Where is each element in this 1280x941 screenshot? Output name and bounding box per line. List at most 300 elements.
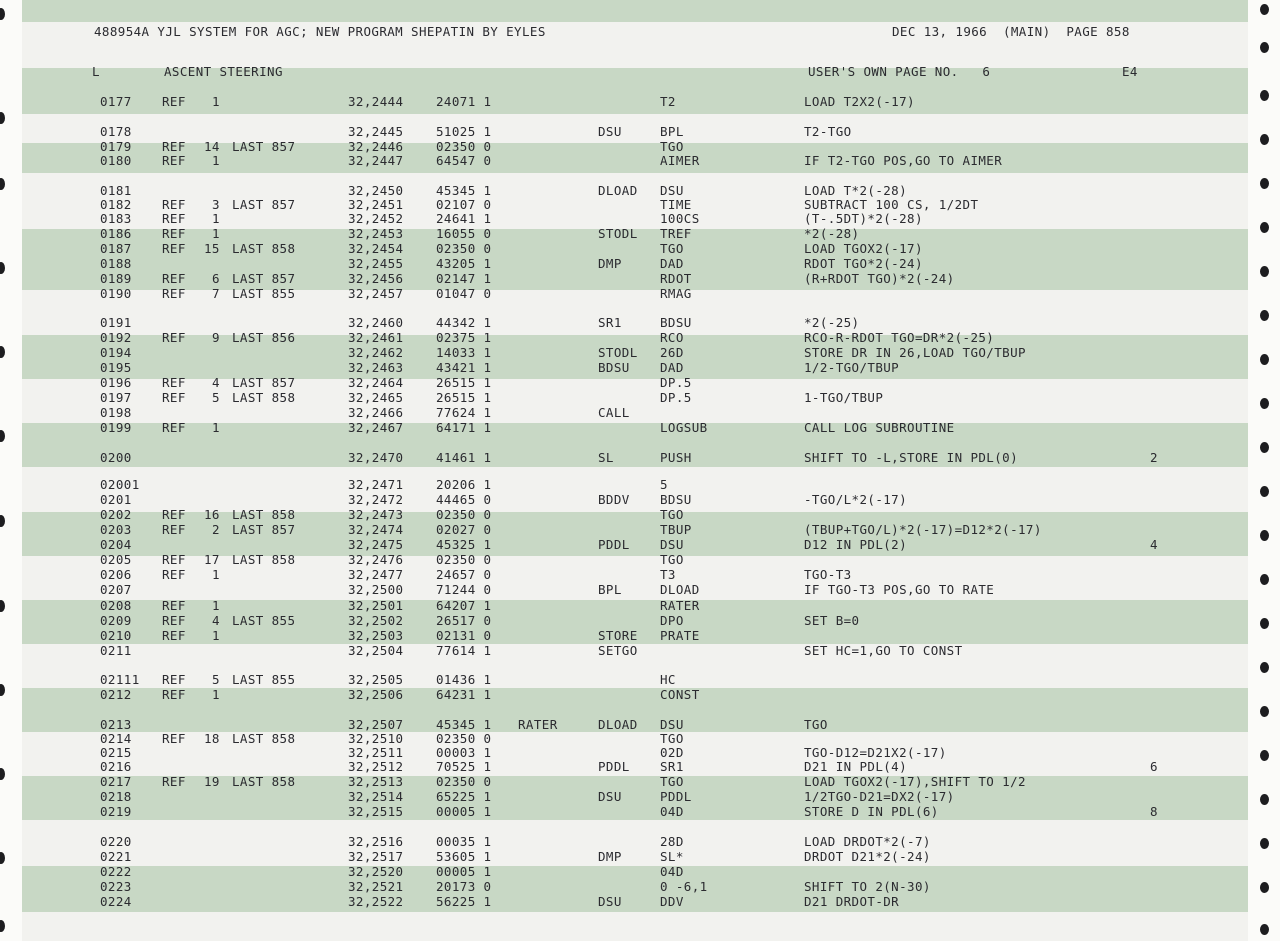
octal-word: 02131 0 [436, 628, 492, 643]
operand: BDSU [660, 492, 692, 507]
ref-number: 7 [212, 286, 220, 301]
operand: 04D [660, 804, 684, 819]
comment: *2(-28) [804, 226, 860, 241]
address: 32,2460 [348, 315, 404, 330]
octal-word: 64231 1 [436, 687, 492, 702]
octal-word: 71244 0 [436, 582, 492, 597]
ref-keyword: REF [162, 330, 186, 345]
comment: CALL LOG SUBROUTINE [804, 420, 955, 435]
perforation-hole [0, 515, 5, 527]
octal-word: 02350 0 [436, 507, 492, 522]
comment: SHIFT TO -L,STORE IN PDL(0) [804, 450, 1018, 465]
operand: PUSH [660, 450, 692, 465]
address: 32,2476 [348, 552, 404, 567]
pushdown-note: 4 [1150, 537, 1158, 552]
comment: LOAD TGOX2(-17),SHIFT TO 1/2 [804, 774, 1026, 789]
comment: SUBTRACT 100 CS, 1/2DT [804, 197, 979, 212]
address: 32,2501 [348, 598, 404, 613]
perforation-hole [0, 600, 5, 612]
ref-last-page: LAST 855 [232, 672, 296, 687]
perforation-hole [1260, 42, 1269, 53]
octal-word: 24657 0 [436, 567, 492, 582]
address: 32,2470 [348, 450, 404, 465]
operand: T2 [660, 94, 676, 109]
opcode: SETGO [598, 643, 638, 658]
operand: 28D [660, 834, 684, 849]
comment: 1/2-TGO/TBUP [804, 360, 900, 375]
operand: 02D [660, 745, 684, 760]
perforation-hole [1260, 398, 1269, 409]
operand: DPO [660, 613, 684, 628]
address: 32,2506 [348, 687, 404, 702]
operand: DP.5 [660, 375, 692, 390]
ref-number: 18 [204, 731, 220, 746]
octal-word: 00003 1 [436, 745, 492, 760]
line-number: 02001 [100, 477, 140, 492]
line-number: 0194 [100, 345, 132, 360]
line-number: 0212 [100, 687, 132, 702]
address: 32,2446 [348, 139, 404, 154]
opcode: STORE [598, 628, 638, 643]
address: 32,2474 [348, 522, 404, 537]
operand: CONST [660, 687, 700, 702]
octal-word: 26515 1 [436, 375, 492, 390]
address: 32,2466 [348, 405, 404, 420]
line-number: 0222 [100, 864, 132, 879]
ref-number: 1 [212, 153, 220, 168]
operand: 04D [660, 864, 684, 879]
perforation-hole [1260, 750, 1269, 761]
perforation-hole [0, 346, 5, 358]
ref-number: 5 [212, 672, 220, 687]
comment: *2(-25) [804, 315, 860, 330]
address: 32,2515 [348, 804, 404, 819]
ref-last-page: LAST 855 [232, 613, 296, 628]
octal-word: 44465 0 [436, 492, 492, 507]
operand: DSU [660, 537, 684, 552]
ref-last-page: LAST 858 [232, 507, 296, 522]
address: 32,2472 [348, 492, 404, 507]
address: 32,2504 [348, 643, 404, 658]
line-number: 0177 [100, 94, 132, 109]
octal-word: 53605 1 [436, 849, 492, 864]
operand: PRATE [660, 628, 700, 643]
perforation-hole [0, 112, 5, 124]
address: 32,2450 [348, 183, 404, 198]
line-number: 0198 [100, 405, 132, 420]
line-number: 0201 [100, 492, 132, 507]
address: 32,2463 [348, 360, 404, 375]
ref-last-page: LAST 858 [232, 552, 296, 567]
comment: TGO-D12=D21X2(-17) [804, 745, 947, 760]
ref-last-page: LAST 856 [232, 330, 296, 345]
operand: SR1 [660, 759, 684, 774]
opcode: DLOAD [598, 183, 638, 198]
ref-keyword: REF [162, 211, 186, 226]
perforation-hole [1260, 838, 1269, 849]
operand: T3 [660, 567, 676, 582]
line-number: 0205 [100, 552, 132, 567]
octal-word: 02027 0 [436, 522, 492, 537]
line-number: 0200 [100, 450, 132, 465]
log-marker: L [92, 64, 100, 79]
perforation-hole [1260, 794, 1269, 805]
address: 32,2503 [348, 628, 404, 643]
perforation-hole [0, 920, 5, 932]
operand: DSU [660, 717, 684, 732]
ref-keyword: REF [162, 153, 186, 168]
octal-word: 14033 1 [436, 345, 492, 360]
address: 32,2517 [348, 849, 404, 864]
line-number: 0210 [100, 628, 132, 643]
address: 32,2465 [348, 390, 404, 405]
octal-word: 02350 0 [436, 774, 492, 789]
line-number: 02111 [100, 672, 140, 687]
octal-word: 20206 1 [436, 477, 492, 492]
comment: IF T2-TGO POS,GO TO AIMER [804, 153, 1003, 168]
operand: TGO [660, 507, 684, 522]
operand: TGO [660, 552, 684, 567]
ref-keyword: REF [162, 241, 186, 256]
operand: 5 [660, 477, 668, 492]
operand: TGO [660, 241, 684, 256]
page-tag: E4 [1122, 64, 1138, 79]
ref-number: 2 [212, 522, 220, 537]
line-number: 0204 [100, 537, 132, 552]
opcode: PDDL [598, 759, 630, 774]
operand: RDOT [660, 271, 692, 286]
octal-word: 24071 1 [436, 94, 492, 109]
comment: IF TGO-T3 POS,GO TO RATE [804, 582, 995, 597]
operand: PDDL [660, 789, 692, 804]
green-bar [22, 866, 1248, 912]
address: 32,2457 [348, 286, 404, 301]
line-number: 0196 [100, 375, 132, 390]
address: 32,2500 [348, 582, 404, 597]
address: 32,2462 [348, 345, 404, 360]
ref-keyword: REF [162, 522, 186, 537]
line-number: 0203 [100, 522, 132, 537]
comment: LOAD T*2(-28) [804, 183, 908, 198]
operand: DSU [660, 183, 684, 198]
octal-word: 44342 1 [436, 315, 492, 330]
address: 32,2445 [348, 124, 404, 139]
ref-number: 9 [212, 330, 220, 345]
octal-word: 24641 1 [436, 211, 492, 226]
octal-word: 43421 1 [436, 360, 492, 375]
operand: TBUP [660, 522, 692, 537]
ref-keyword: REF [162, 507, 186, 522]
operand: RCO [660, 330, 684, 345]
address: 32,2505 [348, 672, 404, 687]
ref-last-page: LAST 857 [232, 271, 296, 286]
perforation-hole [1260, 4, 1269, 15]
operand: BPL [660, 124, 684, 139]
perforation-hole [0, 768, 5, 780]
ref-keyword: REF [162, 375, 186, 390]
line-number: 0189 [100, 271, 132, 286]
ref-number: 6 [212, 271, 220, 286]
octal-word: 00005 1 [436, 864, 492, 879]
line-number: 0218 [100, 789, 132, 804]
pushdown-note: 8 [1150, 804, 1158, 819]
line-number: 0192 [100, 330, 132, 345]
ref-keyword: REF [162, 286, 186, 301]
ref-last-page: LAST 857 [232, 139, 296, 154]
green-bar [22, 0, 1248, 22]
address: 32,2444 [348, 94, 404, 109]
ref-number: 1 [212, 687, 220, 702]
ref-number: 4 [212, 613, 220, 628]
ref-last-page: LAST 858 [232, 774, 296, 789]
address: 32,2502 [348, 613, 404, 628]
ref-number: 3 [212, 197, 220, 212]
line-number: 0220 [100, 834, 132, 849]
ref-number: 1 [212, 420, 220, 435]
octal-word: 01436 1 [436, 672, 492, 687]
operand: TGO [660, 731, 684, 746]
octal-word: 02147 1 [436, 271, 492, 286]
ref-keyword: REF [162, 420, 186, 435]
ref-number: 1 [212, 211, 220, 226]
opcode: BPL [598, 582, 622, 597]
ref-keyword: REF [162, 598, 186, 613]
pushdown-note: 2 [1150, 450, 1158, 465]
comment: TGO-T3 [804, 567, 852, 582]
operand: DAD [660, 256, 684, 271]
comment: SHIFT TO 2(N-30) [804, 879, 931, 894]
operand: DDV [660, 894, 684, 909]
address: 32,2454 [348, 241, 404, 256]
ref-keyword: REF [162, 139, 186, 154]
address: 32,2511 [348, 745, 404, 760]
comment: -TGO/L*2(-17) [804, 492, 908, 507]
opcode: DMP [598, 849, 622, 864]
line-number: 0190 [100, 286, 132, 301]
perforation-hole [0, 178, 5, 190]
section-title: ASCENT STEERING [164, 64, 283, 79]
line-number: 0202 [100, 507, 132, 522]
ref-keyword: REF [162, 687, 186, 702]
address: 32,2510 [348, 731, 404, 746]
ref-last-page: LAST 857 [232, 375, 296, 390]
octal-word: 00035 1 [436, 834, 492, 849]
opcode: SR1 [598, 315, 622, 330]
address: 32,2447 [348, 153, 404, 168]
comment: RCO-R-RDOT TGO=DR*2(-25) [804, 330, 995, 345]
line-number: 0223 [100, 879, 132, 894]
opcode: BDSU [598, 360, 630, 375]
listing-date-page: DEC 13, 1966 (MAIN) PAGE 858 [892, 24, 1130, 39]
comment: SET B=0 [804, 613, 860, 628]
perforation-hole [1260, 882, 1269, 893]
address: 32,2514 [348, 789, 404, 804]
comment: DRDOT D21*2(-24) [804, 849, 931, 864]
operand: DAD [660, 360, 684, 375]
comment: TGO [804, 717, 828, 732]
line-number: 0180 [100, 153, 132, 168]
octal-word: 02350 0 [436, 139, 492, 154]
line-number: 0183 [100, 211, 132, 226]
comment: 1/2TGO-D21=DX2(-17) [804, 789, 955, 804]
opcode: DSU [598, 894, 622, 909]
left-tractor-edge [0, 0, 22, 941]
address: 32,2473 [348, 507, 404, 522]
perforation-hole [1260, 354, 1269, 365]
operand: 100CS [660, 211, 700, 226]
right-tractor-edge [1248, 0, 1280, 941]
line-number: 0206 [100, 567, 132, 582]
address: 32,2521 [348, 879, 404, 894]
ref-keyword: REF [162, 567, 186, 582]
octal-word: 00005 1 [436, 804, 492, 819]
operand: AIMER [660, 153, 700, 168]
perforation-hole [1260, 222, 1269, 233]
operand: 26D [660, 345, 684, 360]
perforation-hole [0, 430, 5, 442]
green-bar [22, 423, 1248, 467]
octal-word: 02350 0 [436, 241, 492, 256]
ref-last-page: LAST 858 [232, 241, 296, 256]
operand: BDSU [660, 315, 692, 330]
operand: TREF [660, 226, 692, 241]
comment: 1-TGO/TBUP [804, 390, 884, 405]
ref-number: 17 [204, 552, 220, 567]
comment: LOAD TGOX2(-17) [804, 241, 923, 256]
ref-last-page: LAST 857 [232, 522, 296, 537]
line-number: 0208 [100, 598, 132, 613]
comment: (R+RDOT TGO)*2(-24) [804, 271, 955, 286]
pushdown-note: 6 [1150, 759, 1158, 774]
ref-number: 1 [212, 628, 220, 643]
octal-word: 51025 1 [436, 124, 492, 139]
line-number: 0217 [100, 774, 132, 789]
address: 32,2471 [348, 477, 404, 492]
operand: TIME [660, 197, 692, 212]
perforation-hole [1260, 134, 1269, 145]
opcode: PDDL [598, 537, 630, 552]
address: 32,2467 [348, 420, 404, 435]
listing-title: 488954A YJL SYSTEM FOR AGC; NEW PROGRAM SHEPATIN BY EYLES [94, 24, 546, 39]
opcode: DMP [598, 256, 622, 271]
perforation-hole [1260, 266, 1269, 277]
octal-word: 16055 0 [436, 226, 492, 241]
line-number: 0191 [100, 315, 132, 330]
ref-last-page: LAST 857 [232, 197, 296, 212]
comment: LOAD DRDOT*2(-7) [804, 834, 931, 849]
octal-word: 02350 0 [436, 552, 492, 567]
operand: TGO [660, 774, 684, 789]
ref-number: 16 [204, 507, 220, 522]
perforation-hole [1260, 706, 1269, 717]
line-number: 0182 [100, 197, 132, 212]
label: RATER [518, 717, 558, 732]
operand: 0 -6,1 [660, 879, 708, 894]
line-number: 0219 [100, 804, 132, 819]
line-number: 0195 [100, 360, 132, 375]
octal-word: 64207 1 [436, 598, 492, 613]
octal-word: 26515 1 [436, 390, 492, 405]
operand: SL* [660, 849, 684, 864]
comment: T2-TGO [804, 124, 852, 139]
operand: RATER [660, 598, 700, 613]
ref-keyword: REF [162, 94, 186, 109]
comment: (T-.5DT)*2(-28) [804, 211, 923, 226]
address: 32,2522 [348, 894, 404, 909]
perforation-hole [1260, 924, 1269, 935]
perforation-hole [0, 8, 5, 20]
ref-keyword: REF [162, 731, 186, 746]
operand: TGO [660, 139, 684, 154]
ref-keyword: REF [162, 226, 186, 241]
address: 32,2464 [348, 375, 404, 390]
comment: D21 DRDOT-DR [804, 894, 900, 909]
comment: (TBUP+TGO/L)*2(-17)=D12*2(-17) [804, 522, 1042, 537]
line-number: 0216 [100, 759, 132, 774]
ref-number: 5 [212, 390, 220, 405]
octal-word: 45325 1 [436, 537, 492, 552]
perforation-hole [1260, 178, 1269, 189]
perforation-hole [0, 684, 5, 696]
address: 32,2512 [348, 759, 404, 774]
line-number: 0211 [100, 643, 132, 658]
line-number: 0181 [100, 183, 132, 198]
octal-word: 64547 0 [436, 153, 492, 168]
ref-number: 1 [212, 94, 220, 109]
ref-last-page: LAST 858 [232, 731, 296, 746]
address: 32,2520 [348, 864, 404, 879]
line-number: 0186 [100, 226, 132, 241]
octal-word: 01047 0 [436, 286, 492, 301]
line-number: 0187 [100, 241, 132, 256]
octal-word: 02107 0 [436, 197, 492, 212]
address: 32,2513 [348, 774, 404, 789]
comment: D21 IN PDL(4) [804, 759, 908, 774]
perforation-hole [0, 262, 5, 274]
opcode: DSU [598, 124, 622, 139]
address: 32,2475 [348, 537, 404, 552]
perforation-hole [1260, 90, 1269, 101]
octal-word: 20173 0 [436, 879, 492, 894]
address: 32,2477 [348, 567, 404, 582]
perforation-hole [1260, 442, 1269, 453]
ref-number: 15 [204, 241, 220, 256]
ref-keyword: REF [162, 628, 186, 643]
line-number: 0213 [100, 717, 132, 732]
perforation-hole [1260, 662, 1269, 673]
address: 32,2461 [348, 330, 404, 345]
ref-keyword: REF [162, 774, 186, 789]
line-number: 0178 [100, 124, 132, 139]
operand: DLOAD [660, 582, 700, 597]
ref-number: 1 [212, 567, 220, 582]
comment: LOAD T2X2(-17) [804, 94, 915, 109]
perforation-hole [1260, 574, 1269, 585]
operand: LOGSUB [660, 420, 708, 435]
octal-word: 65225 1 [436, 789, 492, 804]
perforation-hole [0, 852, 5, 864]
comment: D12 IN PDL(2) [804, 537, 908, 552]
address: 32,2456 [348, 271, 404, 286]
address: 32,2507 [348, 717, 404, 732]
line-number: 0209 [100, 613, 132, 628]
line-number: 0199 [100, 420, 132, 435]
line-number: 0224 [100, 894, 132, 909]
address: 32,2451 [348, 197, 404, 212]
perforation-hole [1260, 486, 1269, 497]
line-number: 0179 [100, 139, 132, 154]
ref-keyword: REF [162, 672, 186, 687]
